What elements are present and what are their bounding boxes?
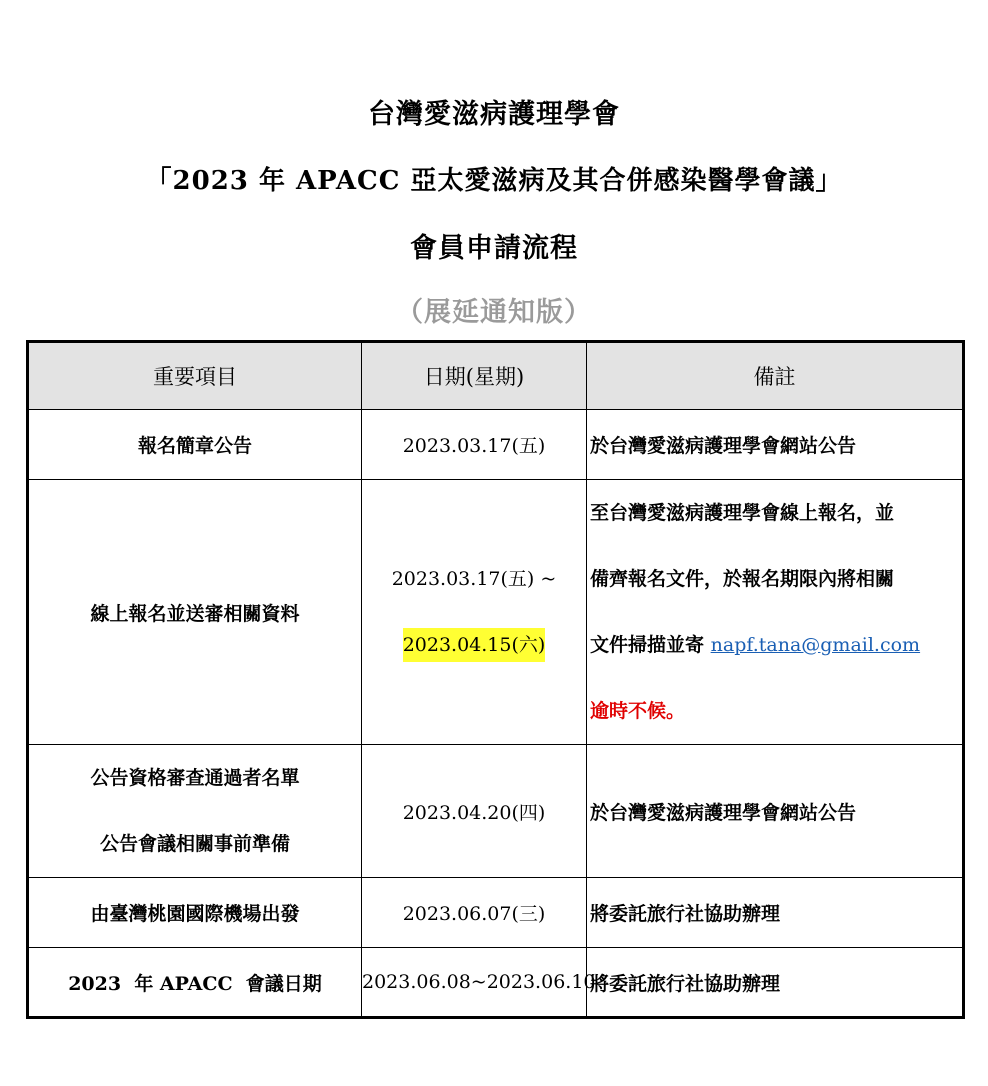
- title-association: 台灣愛滋病護理學會: [368, 99, 620, 130]
- note-line-4-warning: 逾時不候。: [590, 700, 686, 722]
- date-deadline-highlighted: 2023.04.15(六): [403, 628, 546, 662]
- title-process: 會員申請流程: [410, 233, 578, 264]
- column-header-date: 日期(星期): [362, 342, 587, 410]
- row-item: 線上報名並送審相關資料: [28, 480, 362, 745]
- column-header-note: 備註: [587, 342, 964, 410]
- column-header-item: 重要項目: [28, 342, 362, 410]
- row-date: 2023.06.08~2023.06.10: [362, 948, 587, 1018]
- email-link[interactable]: napf.tana@gmail.com: [710, 634, 921, 656]
- row-date: 2023.03.17(五): [362, 410, 587, 480]
- row-item: 由臺灣桃園國際機場出發: [28, 878, 362, 948]
- row-date: 2023.04.20(四): [362, 745, 587, 878]
- row-date: 2023.06.07(三): [362, 878, 587, 948]
- table-row: [28, 878, 964, 948]
- row-item: 2023 年 APACC 會議日期: [28, 948, 362, 1018]
- note-line-3: [590, 612, 962, 678]
- item-line-2: 公告會議相關事前準備: [99, 833, 290, 855]
- date-start: 2023.03.17(五) ~: [391, 568, 557, 590]
- row-note: [587, 480, 964, 745]
- table-row: [28, 410, 964, 480]
- row-item: 報名簡章公告: [28, 410, 362, 480]
- table-row: [28, 480, 964, 745]
- title-conference: 「2023 年 APACC 亞太愛滋病及其合併感染醫學會議」: [145, 166, 843, 196]
- table-row: [28, 745, 964, 878]
- table-header-row: [28, 342, 964, 410]
- row-note: 將委託旅行社協助辦理: [587, 948, 964, 1018]
- note-line-3-text: 文件掃描並寄: [590, 634, 711, 656]
- row-date: [362, 480, 587, 745]
- title-extension-notice: （展延通知版）: [396, 297, 592, 328]
- row-note: 於台灣愛滋病護理學會網站公告: [587, 745, 964, 878]
- row-item: [28, 745, 362, 878]
- table-row: [28, 948, 964, 1018]
- note-line-2: 備齊報名文件，於報名期限內將相關: [590, 568, 895, 590]
- note-line-1: 至台灣愛滋病護理學會線上報名，並: [590, 502, 895, 524]
- schedule-table: [26, 340, 965, 1019]
- item-line-1: 公告資格審查通過者名單: [90, 767, 300, 789]
- row-note: 於台灣愛滋病護理學會網站公告: [587, 410, 964, 480]
- row-note: 將委託旅行社協助辦理: [587, 878, 964, 948]
